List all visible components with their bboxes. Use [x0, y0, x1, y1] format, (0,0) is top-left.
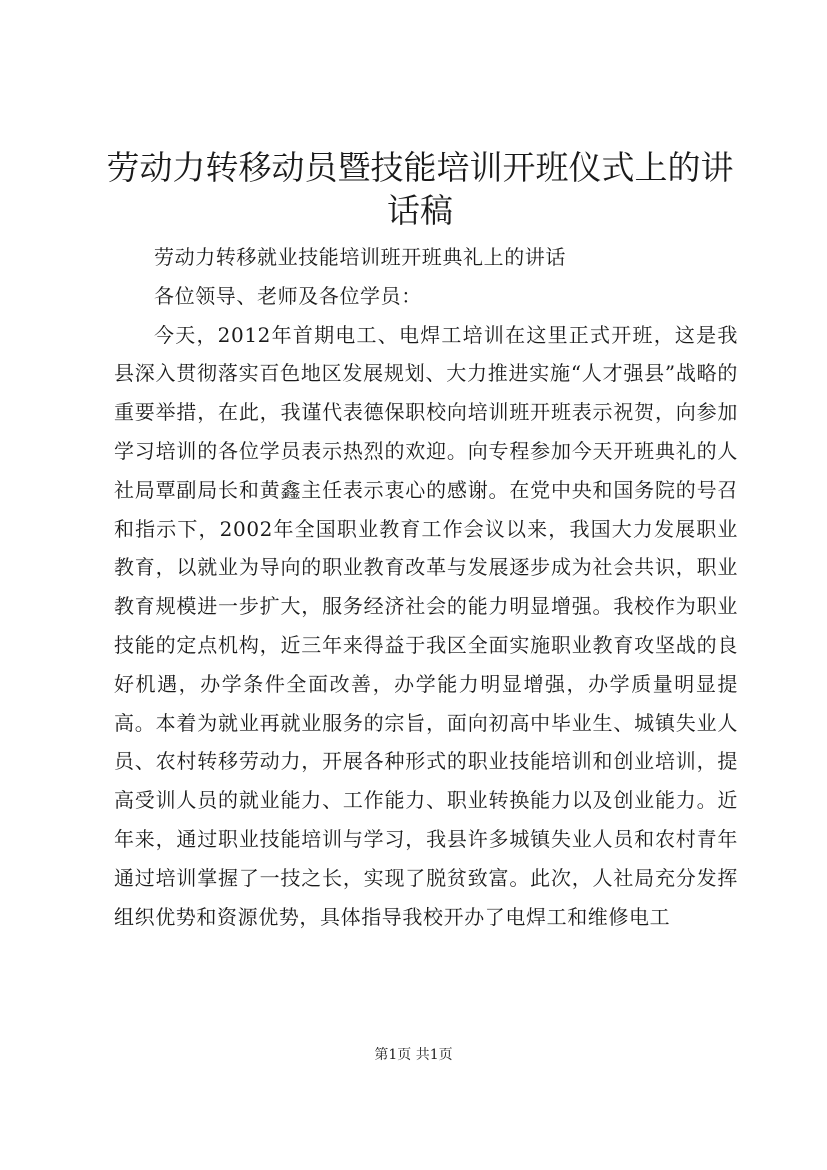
speech-subtitle: 劳动力转移就业技能培训班开班典礼上的讲话 [154, 245, 566, 269]
page-number-label: 第1页 共1页 [374, 1047, 453, 1063]
salutation: 各位领导、老师及各位学员： [154, 283, 422, 308]
document-body [114, 238, 738, 936]
body-paragraph: 今天，2012年首期电工、电焊工培训在这里正式开班，这是我县深入贯彻落实百色地区发展规划、大力推进实施“人才强县”战略的重要举措，在此，我谨代表德保职校向培训班开班表示祝贺，向参加学习培训的各位学员表示热烈的欢迎。向专程参加今天开班典礼的人社局覃副局长和黄鑫主任表示衷心的感谢。在党中央和国务院的号召和指示下，2002年全国职业教育工作会议以来，我国大力发展职业教育，以就业为导向的职业教育改革与发展逐步成为社会共识，职业教育规模进一步扩大，服务经济社会的能力明显增强。我校作为职业技能的定点机构，近三年来得益于我区全面实施职业教育攻坚战的良好机遇，办学条件全面改善，办学能力明显增强，办学质量明显提高。本着为就业再就业服务的宗旨，面向初高中毕业生、城镇失业人员、农村转移劳动力，开展各种形式的职业技能培训和创业培训，提高受训人员的就业能力、工作能力、职业转换能力以及创业能力。近年来，通过职业技能培训与学习，我县许多城镇失业人员和农村青年通过培训掌握了一技之长，实现了脱贫致富。此次，人社局充分发挥组织优势和资源优势，具体指导我校开办了电焊工和维修电工 [114, 322, 738, 929]
document-title: 劳动力转移动员暨技能培训开班仪式上的讲话稿 [106, 148, 734, 230]
page-footer [0, 1045, 827, 1065]
